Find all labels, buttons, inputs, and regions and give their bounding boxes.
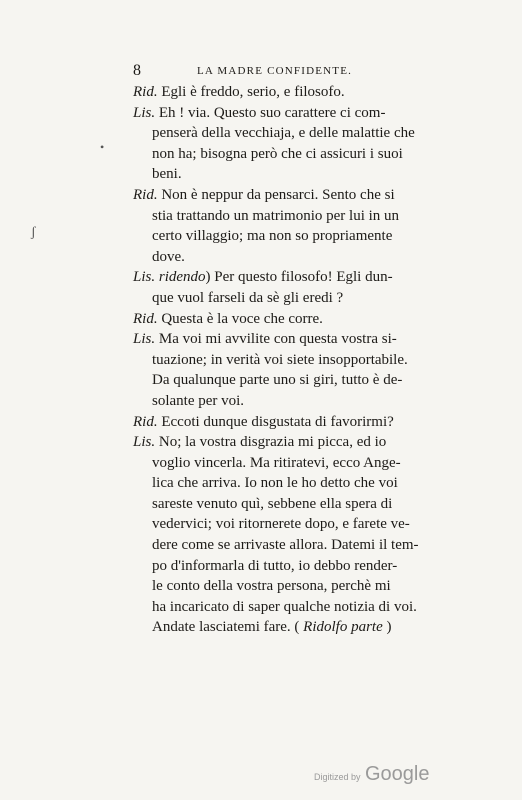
google-logo: Google <box>364 763 430 785</box>
continuation-line <box>133 514 463 535</box>
page-header <box>133 62 383 82</box>
line-text: Andate lasciatemi fare. ( <box>152 619 300 636</box>
continuation-line <box>133 123 463 144</box>
line-text: le conto della vostra persona, perchè mi <box>152 578 391 595</box>
line-text: No; la vostra disgrazia mi picca, ed io <box>158 434 387 451</box>
line-text: beni. <box>152 166 182 183</box>
line-text: dere come se arrivaste allora. Datemi il tem- <box>152 537 419 554</box>
line-text: certo villaggio; ma non so propriamente <box>152 228 393 245</box>
line-text: penserà della vecchiaja, e delle malattie che <box>152 125 415 142</box>
speaker-name: Lis. <box>133 434 156 451</box>
line-text: vedervici; voi ritornerete dopo, e farete ve- <box>152 516 410 533</box>
speech-line <box>133 329 463 350</box>
line-text: po d'informarla di tutto, io debbo render- <box>152 557 398 574</box>
line-text: Non è neppur da pensarci. Sento che si <box>161 186 395 203</box>
line-text: solante per voi. <box>152 392 245 409</box>
speech-line <box>133 185 463 206</box>
continuation-line <box>133 144 463 165</box>
continuation-line <box>133 247 463 268</box>
line-text: stia trattando un matrimonio per lui in un <box>152 207 400 224</box>
line-text: Eccoti dunque disgustata di favorirmi? <box>161 413 394 430</box>
continuation-line <box>133 556 463 577</box>
line-text: tuazione; in verità voi siete insopportabile. <box>152 351 408 368</box>
line-text: ha incaricato di saper qualche notizia di voi. <box>152 598 417 615</box>
line-text: sareste venuto quì, sebbene ella spera di <box>152 495 393 512</box>
closing-paren: ) <box>382 619 392 636</box>
line-text: voglio vincerla. Ma ritiratevi, ecco Ange- <box>152 454 401 471</box>
speech-line <box>133 82 463 103</box>
speech-line <box>133 309 463 330</box>
stage-direction: ridendo <box>158 269 206 286</box>
watermark-prefix: Digitized by <box>314 772 361 782</box>
line-text: Ma voi mi avvilite con questa vostra si- <box>158 331 397 348</box>
speech-line <box>133 432 463 453</box>
speaker-name: Rid. <box>133 186 158 203</box>
line-text: Da qualunque parte uno si giri, tutto è de- <box>152 372 403 389</box>
line-text: dove. <box>152 248 185 265</box>
digitized-watermark <box>314 763 429 786</box>
stray-mark: • <box>100 140 105 154</box>
continuation-line <box>133 350 463 371</box>
speaker-name: Lis. <box>133 269 156 286</box>
continuation-line <box>133 617 463 638</box>
stray-mark: ʃ <box>31 225 36 240</box>
continuation-line <box>133 597 463 618</box>
line-text: que vuol farseli da sè gli eredi ? <box>152 289 344 306</box>
continuation-line <box>133 391 463 412</box>
line-text: Egli è freddo, serio, e filosofo. <box>161 84 345 100</box>
speaker-name: Lis. <box>133 104 156 121</box>
speaker-name: Rid. <box>133 310 158 327</box>
continuation-line <box>133 226 463 247</box>
continuation-line <box>133 576 463 597</box>
line-text: non ha; bisogna però che ci assicuri i suoi <box>152 145 403 162</box>
dialogue-text <box>133 82 463 638</box>
line-text: Questa è la voce che corre. <box>161 310 323 327</box>
speaker-name: Lis. <box>133 331 156 348</box>
continuation-line <box>133 494 463 515</box>
speaker-name: Rid. <box>133 413 158 430</box>
continuation-line <box>133 473 463 494</box>
line-text: ) Per questo filosofo! Egli dun- <box>205 269 393 286</box>
line-text: Eh ! via. Questo suo carattere ci com- <box>158 104 386 121</box>
continuation-line <box>133 288 463 309</box>
continuation-line <box>133 206 463 227</box>
continuation-line <box>133 370 463 391</box>
running-title: LA MADRE CONFIDENTE. <box>197 65 353 77</box>
speech-line <box>133 103 463 124</box>
continuation-line <box>133 453 463 474</box>
speech-line <box>133 267 463 288</box>
stage-direction: Ridolfo parte <box>303 619 383 636</box>
continuation-line <box>133 164 463 185</box>
speaker-name: Rid. <box>133 84 158 100</box>
page-number: 8 <box>133 62 141 79</box>
continuation-line <box>133 535 463 556</box>
line-text: lica che arriva. Io non le ho detto che voi <box>152 475 398 492</box>
speech-line <box>133 412 463 433</box>
